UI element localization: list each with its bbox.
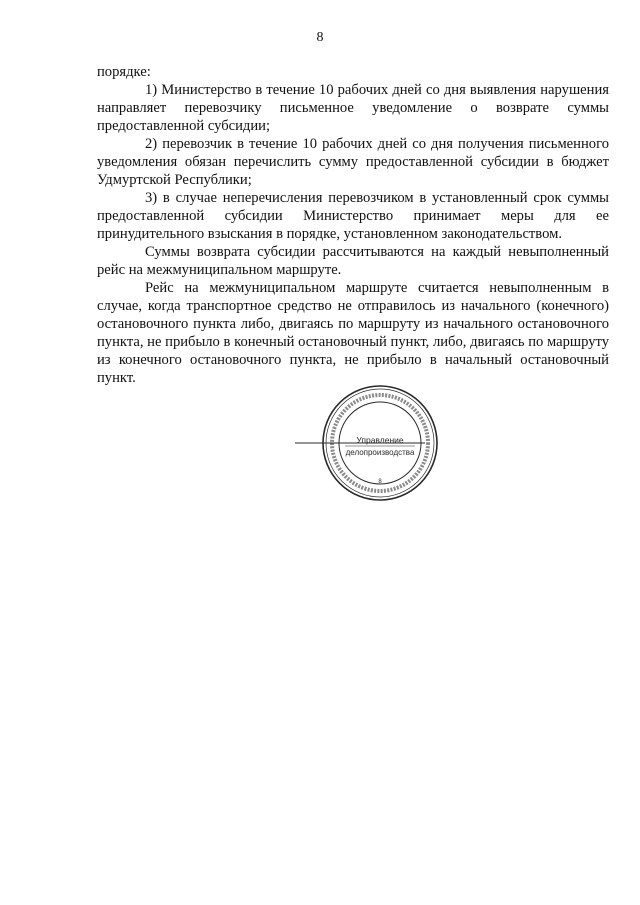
page-number: 8 xyxy=(316,30,324,45)
paragraph-item-1: 1) Министерство в течение 10 рабочих дней со дня выявления нарушения направляет перевозчику письменное уведомление о возврате суммы предоставленной субсидии; xyxy=(97,82,609,134)
stamp-number: 8 xyxy=(378,479,382,485)
paragraph-item-3: 3) в случае неперечисления перевозчиком в установленный срок суммы предоставленной субсидии Министерство принимает меры для ее принудительного взыскания в порядке, установленном законодательством. xyxy=(97,190,609,242)
paragraph-unfulfilled-trip: Рейс на межмуниципальном маршруте считается невыполненным в случае, когда транспортное средство не отправилось из начального (конечного) остановочного пункта либо, двигаясь по маршруту из начального остановочного пункта, не прибыло в конечный остановочный пункт, либо, двигаясь по маршруту из конечного остановочного пункта, не прибыло в начальный остановочный пункт. xyxy=(97,280,609,386)
stamp-text-line-1: Управление xyxy=(356,435,404,445)
office-stamp xyxy=(295,385,455,505)
paragraph-item-2: 2) перевозчик в течение 10 рабочих дней со дня получения письменного уведомления обязан перечислить сумму предоставленной субсидии в бюджет Удмуртской Республики; xyxy=(97,136,609,188)
paragraph-refund-calculation: Суммы возврата субсидии рассчитываются на каждый невыполненный рейс на межмуниципальном маршруте. xyxy=(97,244,609,278)
paragraph-lead-in: порядке: xyxy=(97,64,151,80)
stamp-text-line-2: делопроизводства xyxy=(345,448,415,457)
document-body xyxy=(97,63,609,387)
